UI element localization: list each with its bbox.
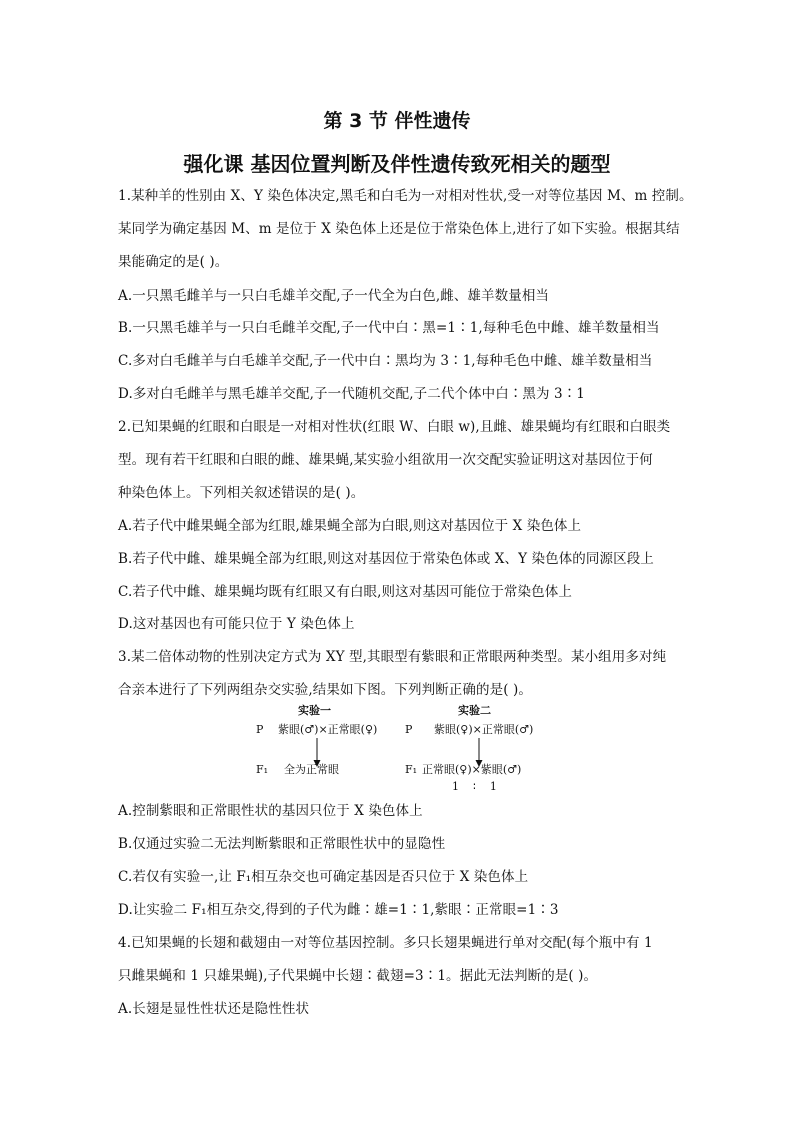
q1-option-c: C.多对白毛雌羊与白毛雄羊交配,子一代中白∶黑均为 3∶1,每种毛色中雌、雄羊数量相当: [118, 353, 653, 369]
exp2-title: 实验二: [458, 704, 491, 717]
exp2-p-label: P: [405, 723, 413, 736]
q2-stem-line-3: 种染色体上。下列相关叙述错误的是( )。: [118, 485, 365, 501]
q3-stem-line-1: 3.某二倍体动物的性别决定方式为 XY 型,其眼型有紫眼和正常眼两种类型。某小组用多对纯: [118, 649, 667, 665]
q1-option-a: A.一只黑毛雌羊与一只白毛雄羊交配,子一代全为白色,雌、雄羊数量相当: [118, 288, 550, 304]
q3-stem-line-2: 合亲本进行了下列两组杂交实验,结果如下图。下列判断正确的是( )。: [118, 682, 532, 698]
q2-stem-line-1: 2.已知果蝇的红眼和白眼是一对相对性状(红眼 W、白眼 w),且雌、雄果蝇均有红眼和白眼类: [118, 419, 671, 435]
exp1-f1-label: F₁: [256, 763, 269, 776]
q3-option-b: B.仅通过实验二无法判断紫眼和正常眼性状中的显隐性: [118, 836, 446, 852]
exp1-p-label: P: [256, 723, 264, 736]
cross-diagram: [250, 700, 550, 795]
exp2-cross: 紫眼(♀)×正常眼(♂): [434, 723, 534, 736]
q4-stem-line-1: 4.已知果蝇的长翅和截翅由一对等位基因控制。多只长翅果蝇进行单对交配(每个瓶中有 1: [118, 935, 653, 951]
q1-stem-line-3: 果能确定的是( )。: [118, 254, 229, 270]
q4-option-a: A.长翅是显性性状还是隐性性状: [118, 1001, 310, 1017]
q1-option-b: B.一只黑毛雄羊与一只白毛雌羊交配,子一代中白∶黑=1∶1,每种毛色中雌、雄羊数量相当: [118, 320, 660, 336]
exp2-ratio: 1 ∶ 1: [452, 780, 497, 793]
q2-stem-line-2: 型。现有若干红眼和白眼的雌、雄果蝇,某实验小组欲用一次交配实验证明这对基因位于何: [118, 452, 653, 468]
q2-option-b: B.若子代中雌、雄果蝇全部为红眼,则这对基因位于常染色体或 X、Y 染色体的同源区段上: [118, 551, 654, 567]
q2-option-d: D.这对基因也有可能只位于 Y 染色体上: [118, 616, 355, 632]
q3-option-a: A.控制紫眼和正常眼性状的基因只位于 X 染色体上: [118, 803, 423, 819]
exp2-result: 正常眼(♀)×紫眼(♂): [422, 763, 522, 776]
exp2-f1-label: F₁: [405, 763, 418, 776]
q2-option-c: C.若子代中雌、雄果蝇均既有红眼又有白眼,则这对基因可能位于常染色体上: [118, 584, 572, 600]
exp1-result: 全为正常眼: [284, 763, 339, 776]
q1-option-d: D.多对白毛雌羊与黑毛雄羊交配,子一代随机交配,子二代个体中白∶黑为 3∶1: [118, 386, 585, 402]
q3-option-d: D.让实验二 F₁相互杂交,得到的子代为雌∶雄=1∶1,紫眼∶正常眼=1∶3: [118, 902, 559, 918]
q3-option-c: C.若仅有实验一,让 F₁相互杂交也可确定基因是否只位于 X 染色体上: [118, 869, 529, 885]
q2-option-a: A.若子代中雌果蝇全部为红眼,雄果蝇全部为白眼,则这对基因位于 X 染色体上: [118, 518, 582, 534]
page-subtitle: 强化课 基因位置判断及伴性遗传致死相关的题型: [183, 152, 611, 176]
q1-stem-line-2: 某同学为确定基因 M、m 是位于 X 染色体上还是位于常染色体上,进行了如下实验。根据其结: [118, 221, 680, 237]
section-title: 第 3 节 伴性遗传: [323, 110, 471, 132]
q1-stem-line-1: 1.某种羊的性别由 X、Y 染色体决定,黑毛和白毛为一对相对性状,受一对等位基因 M、m 控制。: [118, 188, 693, 204]
exp1-cross: 紫眼(♂)×正常眼(♀): [278, 723, 378, 736]
exp1-title: 实验一: [298, 704, 331, 717]
q4-stem-line-2: 只雌果蝇和 1 只雄果蝇),子代果蝇中长翅∶截翅=3∶1。据此无法判断的是( )。: [118, 968, 598, 984]
